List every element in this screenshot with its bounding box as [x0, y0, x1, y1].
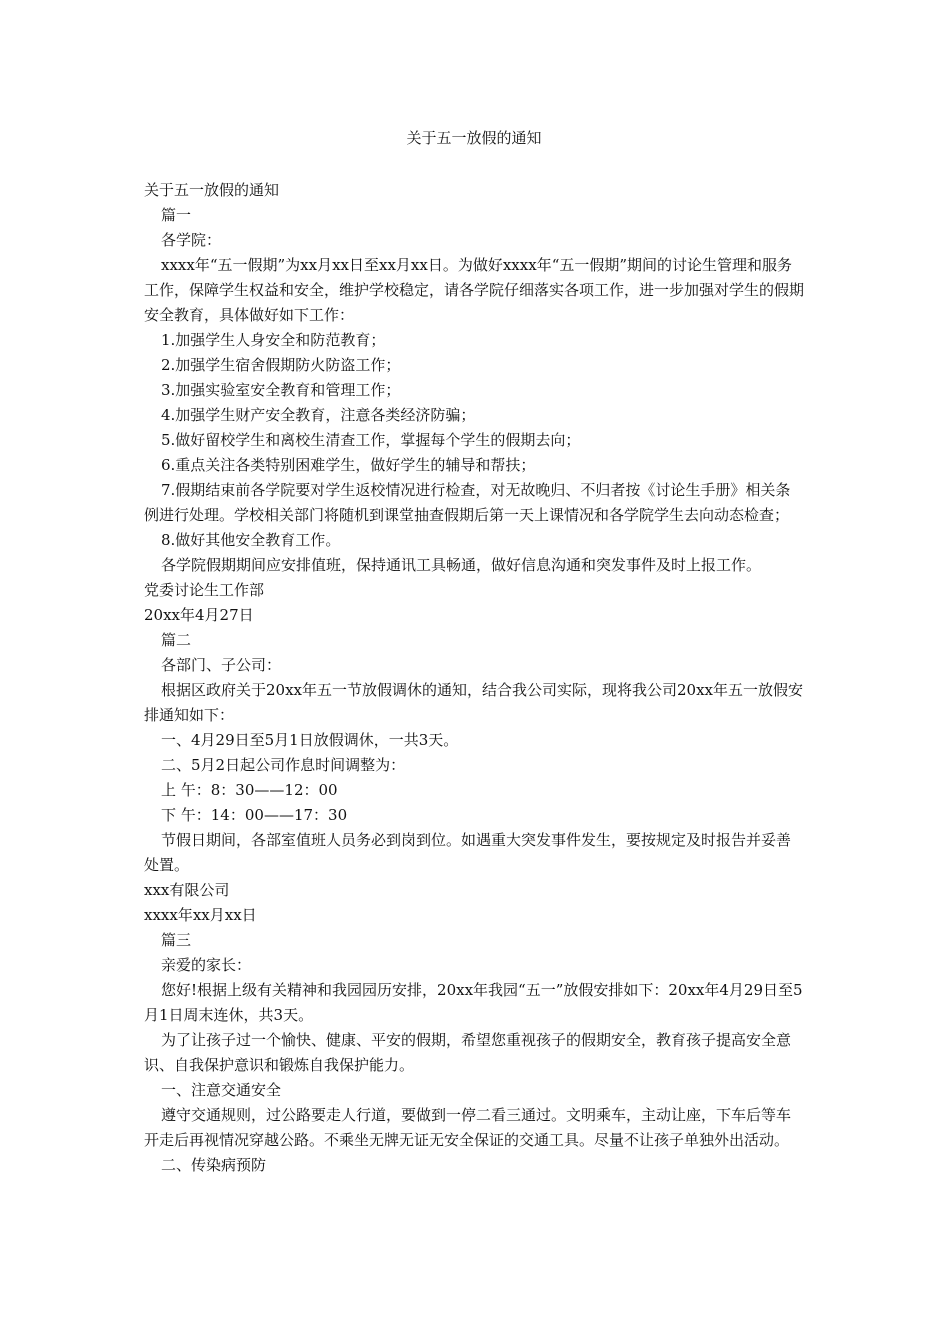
paragraph: 关于五一放假的通知	[144, 181, 280, 199]
paragraph: 为了让孩子过一个愉快、健康、平安的假期，希望您重视孩子的假期安全，教育孩子提高安全意识、自我保护意识和锻炼自我保护能力。	[144, 1031, 792, 1074]
paragraph: 一、4月29日至5月1日放假调休，一共3天。	[161, 731, 459, 749]
paragraph: 各部门、子公司：	[161, 656, 282, 674]
paragraph: 篇二	[161, 631, 192, 649]
paragraph: 4.加强学生财产安全教育，注意各类经济防骗；	[161, 406, 476, 424]
paragraph: 篇三	[161, 931, 192, 949]
paragraph: 8.做好其他安全教育工作。	[161, 531, 341, 549]
paragraph: 党委讨论生工作部	[144, 581, 265, 599]
paragraph: 5.做好留校学生和离校生清查工作，掌握每个学生的假期去向；	[161, 431, 581, 449]
paragraph: 您好!根据上级有关精神和我园园历安排，20xx年我园“五一”放假安排如下：20xx年4月29日至5月1日周末连休，共3天。	[144, 981, 803, 1024]
paragraph: 各学院假期期间应安排值班，保持通讯工具畅通，做好信息沟通和突发事件及时上报工作。	[161, 556, 762, 574]
paragraph: 2.加强学生宿舍假期防火防盗工作；	[161, 356, 401, 374]
paragraph: xxxx年xx月xx日	[144, 906, 257, 924]
paragraph: xxx有限公司	[144, 881, 230, 899]
paragraph: 下 午：14：00——17：30	[161, 806, 348, 824]
document-title: 关于五一放假的通知	[406, 129, 542, 147]
paragraph: 二、5月2日起公司作息时间调整为：	[161, 756, 406, 774]
document-body	[144, 178, 804, 1178]
paragraph: 节假日期间，各部室值班人员务必到岗到位。如遇重大突发事件发生，要按规定及时报告并妥善处置。	[144, 831, 792, 874]
paragraph: 亲爱的家长：	[161, 956, 252, 974]
paragraph: 各学院：	[161, 231, 222, 249]
paragraph: 遵守交通规则，过公路要走人行道，要做到一停二看三通过。文明乘车，主动让座，下车后等车开走后再视情况穿越公路。不乘坐无牌无证无安全保证的交通工具。尽量不让孩子单独外出活动。	[144, 1106, 792, 1149]
paragraph: 篇一	[161, 206, 192, 224]
paragraph: 根据区政府关于20xx年五一节放假调休的通知，结合我公司实际，现将我公司20xx年五一放假安排通知如下：	[144, 681, 804, 724]
paragraph: 20xx年4月27日	[144, 606, 254, 624]
paragraph: 一、注意交通安全	[161, 1081, 282, 1099]
paragraph: 3.加强实验室安全教育和管理工作；	[161, 381, 401, 399]
paragraph: 上 午：8：30——12：00	[161, 781, 338, 799]
paragraph: 二、传染病预防	[161, 1156, 267, 1174]
paragraph: xxxx年“五一假期”为xx月xx日至xx月xx日。为做好xxxx年“五一假期”期间的讨论生管理和服务工作，保障学生权益和安全，维护学校稳定，请各学院仔细落实各项工作，进一步加强对学生的假期安全教育，具体做好如下工作：	[144, 256, 805, 324]
document-page	[144, 128, 804, 1178]
paragraph: 7.假期结束前各学院要对学生返校情况进行检查，对无故晚归、不归者按《讨论生手册》相关条例进行处理。学校相关部门将随机到课堂抽查假期后第一天上课情况和各学院学生去向动态检查；	[144, 481, 791, 524]
paragraph: 6.重点关注各类特别困难学生，做好学生的辅导和帮扶；	[161, 456, 536, 474]
paragraph: 1.加强学生人身安全和防范教育；	[161, 331, 386, 349]
